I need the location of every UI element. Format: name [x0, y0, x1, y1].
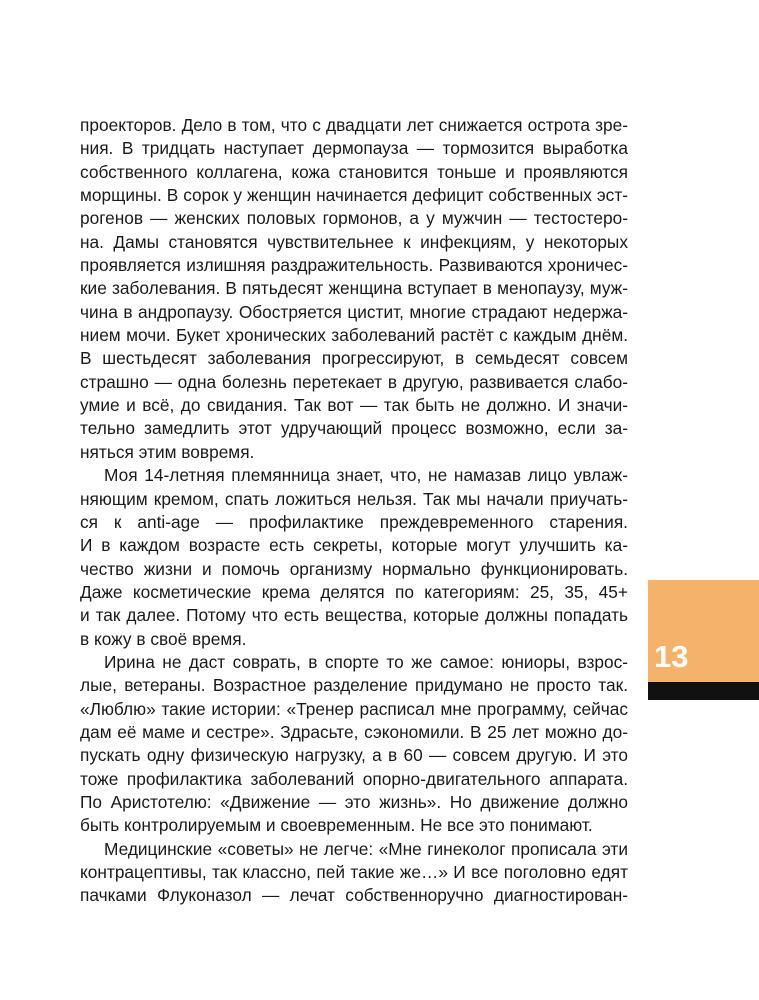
text-line: страшно — одна болезнь перетекает в другую, развивается слабо- — [80, 371, 628, 392]
text-line: и так далее. Потому что есть вещества, которые должны попадать — [80, 605, 628, 626]
text-line: чина в андропаузу. Обостряется цистит, многие страдают недержа- — [80, 301, 628, 322]
paragraph-1 — [80, 114, 628, 464]
paragraph-3 — [80, 651, 628, 838]
text-line: в кожу в своё время. — [80, 628, 247, 649]
text-line: рогенов — женских половых гормонов, а у мужчин — тестостеро- — [80, 208, 628, 229]
page-number-tab — [648, 580, 759, 700]
text-line: на. Дамы становятся чувствительнее к инфекциям, у некоторых — [80, 231, 628, 252]
text-line: «Люблю» такие истории: «Тренер расписал мне программу, сейчас — [80, 698, 628, 719]
text-line: тоже профилактика заболеваний опорно-двигательного аппарата. — [80, 768, 628, 789]
text-line: ся к anti-age — профилактике преждевременного старения. — [80, 511, 628, 532]
text-line: контрацептивы, так классно, пей такие же…» И все поголовно едят — [80, 862, 628, 882]
text-line: проекторов. Дело в том, что с двадцати лет снижается острота зре- — [80, 115, 628, 135]
text-line: няться этим вовремя. — [80, 441, 255, 462]
text-line: В шестьдесят заболевания прогрессируют, в семьдесят совсем — [80, 348, 628, 369]
text-line: Медицинские «советы» не легче: «Мне гинеколог прописала эти — [104, 838, 628, 859]
text-line: И в каждом возрасте есть секреты, которые могут улучшить ка- — [80, 535, 628, 556]
text-line: Моя 14-летняя племянница знает, что, не намазав лицо увлаж- — [104, 465, 628, 486]
text-line: няющим кремом, спать ложиться нельзя. Так мы начали приучать- — [80, 488, 628, 509]
text-line: быть контролируемым и своевременным. Не все это понимают. — [80, 815, 593, 836]
text-line: Ирина не даст соврать, в спорте то же самое: юниоры, взрос- — [104, 651, 628, 672]
text-line: пускать одну физическую нагрузку, а в 60 — совсем другую. И это — [80, 745, 628, 766]
text-line: Даже косметические крема делятся по категориям: 25, 35, 45+ — [80, 581, 628, 602]
text-line: умие и всё, до свидания. Так вот — так быть не должно. И значи- — [80, 395, 628, 416]
text-line: нием мочи. Букет хронических заболеваний растёт с каждым днём. — [80, 325, 628, 346]
paragraph-2 — [80, 464, 628, 651]
page-tab-black-bar — [648, 682, 759, 700]
text-line: собственного коллагена, кожа становится тоньше и проявляются — [80, 161, 628, 182]
text-line: ния. В тридцать наступает дермопауза — тормозится выработка — [80, 138, 628, 159]
text-line: кие заболевания. В пятьдесят женщина вступает в менопаузу, муж- — [80, 278, 628, 299]
text-line: дам её маме и сестре». Здрасьте, сэкономили. В 25 лет можно до- — [80, 721, 628, 742]
text-line: пачками Флуконазол — лечат собственноручно диагностирован- — [80, 885, 628, 906]
text-line: тельно замедлить этот удручающий процесс возможно, если за- — [80, 418, 628, 439]
body-text — [80, 114, 628, 908]
text-line: морщины. В сорок у женщин начинается дефицит собственных эст- — [80, 185, 628, 206]
text-line: проявляется излишняя раздражительность. Развиваются хроничес- — [80, 255, 628, 276]
text-line: По Аристотелю: «Движение — это жизнь». Но движение должно — [80, 791, 628, 812]
paragraph-4 — [80, 838, 628, 908]
text-line: лые, ветераны. Возрастное разделение придумано не просто так. — [80, 675, 628, 696]
text-line: чество жизни и помочь организму нормально функционировать. — [80, 558, 628, 579]
page-number: 13 — [654, 639, 689, 674]
